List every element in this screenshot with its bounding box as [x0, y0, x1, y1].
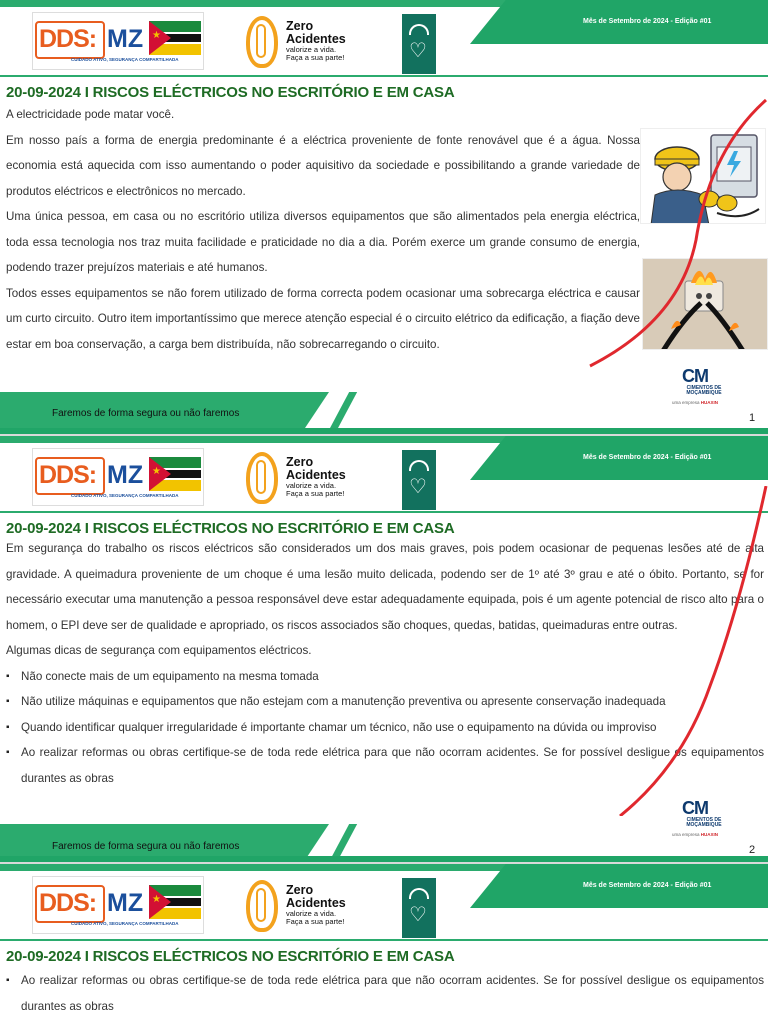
zero-sub-line-2: Faça a sua parte! — [286, 489, 345, 498]
zero-title-line-2: Acidentes — [286, 468, 346, 482]
cm-group-name: HUAXIN — [700, 832, 719, 837]
list-item: ▪ Não utilize máquinas e equipamentos que não estejam com a manutenção preventiva ou apresente conservação inadequada — [6, 689, 764, 715]
dds-tagline: CUIDADO ATIVO, SEGURANÇA COMPARTILHADA — [71, 57, 179, 62]
mozambique-flag-icon: ★ — [149, 457, 201, 491]
list-item: ▪ Quando identificar qualquer irregularidade é importante chamar um técnico, não use o equipamento na dúvida ou improviso — [6, 715, 764, 741]
cm-sub-line-1: CIMENTOS DE — [686, 385, 722, 391]
mz-logo-text: MZ — [107, 25, 144, 53]
paragraph: Em nosso país a forma de energia predominante é a eléctrica proveniente de fonte renovável que é a água. Nossa economia está aquecida com isso aumentando o poder aquisitivo da sociedade e possibilitando a grande variedade de produtos eléctricos e electrônicos no mercado. — [6, 133, 640, 198]
zero-sub-line-1: valorize a vida. — [286, 481, 337, 490]
paragraph: A electricidade pode matar você. — [6, 108, 175, 121]
zero-acidentes-title — [286, 20, 346, 46]
zero-sub-line-2: Faça a sua parte! — [286, 53, 345, 62]
zero-title-line-1: Zero — [286, 19, 314, 33]
electrician-illustration — [640, 128, 766, 224]
heart-icon: ♡ — [409, 476, 427, 498]
safety-tips-list — [6, 968, 764, 1019]
mozambique-flag-icon: ★ — [149, 885, 201, 919]
zero-acidentes-logo — [244, 450, 364, 508]
page-number: 2 — [749, 844, 756, 856]
dds-mz-logo — [32, 448, 204, 506]
dds-logo-text: DDS: — [39, 889, 97, 917]
hand-shape — [256, 460, 266, 494]
dds-logo-text: DDS: — [39, 461, 97, 489]
paragraph: Uma única pessoa, em casa ou no escritório utiliza diversos equipamentos que são alimentados pela energia eléctrica, toda essa tecnologia nos traz muita facilidade e praticidade no dia a dia. Porém exerce um grande consumo de energia, podendo trazer prejuízos materiais e até humanos. — [6, 210, 640, 274]
page-title: 20-09-2024 I RISCOS ELÉCTRICOS NO ESCRITÓRIO E EM CASA — [6, 84, 455, 101]
helmet-icon — [409, 460, 429, 471]
document-page-3 — [0, 864, 768, 1024]
cm-group-line — [672, 832, 718, 837]
paragraph: Algumas dicas de segurança com equipamentos eléctricos. — [6, 644, 312, 657]
page-1-body — [6, 102, 640, 357]
page-2-body — [6, 536, 764, 791]
cm-group-line — [672, 400, 718, 405]
paragraph: Em segurança do trabalho os riscos eléctricos são considerados um dos mais graves, pois podem ocasionar de pequenas lesões até de alta gravidade. A queimadura proveniente de um choque é uma lesão muito delicada, podendo ser de 1º até 3º grau e até o óbito. Portanto, se for necessário executar uma manutenção a pessoa responsável deve estar adequadamente equipada, pois é um agente potencial de risco alto para o homem, o EPI deve ser de qualidade e apropriado, os riscos associados são choques, quedas, batidas, queimaduras entre outras. — [6, 542, 764, 632]
cm-logo-mark: CM — [682, 798, 708, 818]
mz-logo-text: MZ — [107, 461, 144, 489]
zero-acidentes-subtitle — [286, 46, 344, 62]
edition-label: Mês de Setembro de 2024 - Edição #01 — [583, 882, 712, 889]
header-divider — [0, 75, 768, 77]
paragraph: Todos esses equipamentos se não forem utilizado de forma correcta podem ocasionar uma sobrecarga eléctrica e causar um curto circuito. Outro item importantíssimo que merece atenção especial é o circuito elétrico da edificação, a fiação deve estar em boa conservação, a carga bem distribuída, não sobrecarregando o circuito. — [6, 286, 640, 351]
helmet-icon — [409, 888, 429, 899]
heart-icon: ♡ — [409, 904, 427, 926]
zero-sub-line-2: Faça a sua parte! — [286, 917, 345, 926]
mz-logo-text: MZ — [107, 889, 144, 917]
safety-heart-logo — [402, 878, 436, 938]
zero-sub-line-1: valorize a vida. — [286, 45, 337, 54]
burning-socket-photo — [642, 258, 768, 350]
zero-title-line-1: Zero — [286, 455, 314, 469]
mozambique-flag-icon: ★ — [149, 21, 201, 55]
zero-acidentes-subtitle — [286, 482, 344, 498]
cimentos-mocambique-logo — [670, 366, 738, 410]
list-item: ▪ Ao realizar reformas ou obras certifique-se de toda rede elétrica para que não ocorram acidentes. Se for possível desligue os equipamentos durantes as obras — [6, 968, 764, 1019]
list-item: ▪ Ao realizar reformas ou obras certifique-se de toda rede elétrica para que não ocorram acidentes. Se for possível desligue os equipamentos durantes as obras — [6, 740, 764, 791]
zero-title-line-2: Acidentes — [286, 32, 346, 46]
cm-group-prefix: uma empresa — [672, 400, 700, 405]
page-3-body — [6, 968, 764, 1019]
cm-logo-subtitle — [680, 818, 728, 828]
zero-acidentes-logo — [244, 14, 364, 72]
zero-title-line-2: Acidentes — [286, 896, 346, 910]
zero-acidentes-title — [286, 884, 346, 910]
cm-sub-line-1: CIMENTOS DE — [686, 817, 722, 823]
header-divider — [0, 511, 768, 513]
safety-tips-list — [6, 664, 764, 792]
cm-group-name: HUAXIN — [700, 400, 719, 405]
document-page-1 — [0, 0, 768, 434]
header-divider — [0, 939, 768, 941]
safety-heart-logo — [402, 450, 436, 510]
dds-logo-text: DDS: — [39, 25, 97, 53]
cm-logo-subtitle — [680, 386, 728, 396]
list-item: ▪ Não conecte mais de um equipamento na mesma tomada — [6, 664, 764, 690]
page-title: 20-09-2024 I RISCOS ELÉCTRICOS NO ESCRITÓRIO E EM CASA — [6, 520, 455, 537]
dds-tagline: CUIDADO ATIVO, SEGURANÇA COMPARTILHADA — [71, 493, 179, 498]
safety-heart-logo — [402, 14, 436, 74]
cm-sub-line-2: MOÇAMBIQUE — [686, 822, 722, 828]
hand-shape — [256, 24, 266, 58]
footer-slogan: Faremos de forma segura ou não faremos — [52, 841, 240, 852]
zero-title-line-1: Zero — [286, 883, 314, 897]
page-title: 20-09-2024 I RISCOS ELÉCTRICOS NO ESCRITÓRIO E EM CASA — [6, 948, 455, 965]
dds-mz-logo — [32, 12, 204, 70]
dds-tagline: CUIDADO ATIVO, SEGURANÇA COMPARTILHADA — [71, 921, 179, 926]
cm-sub-line-2: MOÇAMBIQUE — [686, 390, 722, 396]
hand-shape — [256, 888, 266, 922]
dds-mz-logo — [32, 876, 204, 934]
footer-slogan: Faremos de forma segura ou não faremos — [52, 408, 240, 419]
zero-acidentes-logo — [244, 878, 364, 936]
cm-logo-mark: CM — [682, 366, 708, 386]
cm-group-prefix: uma empresa — [672, 832, 700, 837]
document-page-2 — [0, 436, 768, 862]
zero-acidentes-subtitle — [286, 910, 344, 926]
zero-sub-line-1: valorize a vida. — [286, 909, 337, 918]
page-number: 1 — [749, 412, 756, 424]
edition-label: Mês de Setembro de 2024 - Edição #01 — [583, 18, 712, 25]
cimentos-mocambique-logo — [670, 798, 738, 842]
helmet-icon — [409, 24, 429, 35]
heart-icon: ♡ — [409, 40, 427, 62]
edition-label: Mês de Setembro de 2024 - Edição #01 — [583, 454, 712, 461]
zero-acidentes-title — [286, 456, 346, 482]
